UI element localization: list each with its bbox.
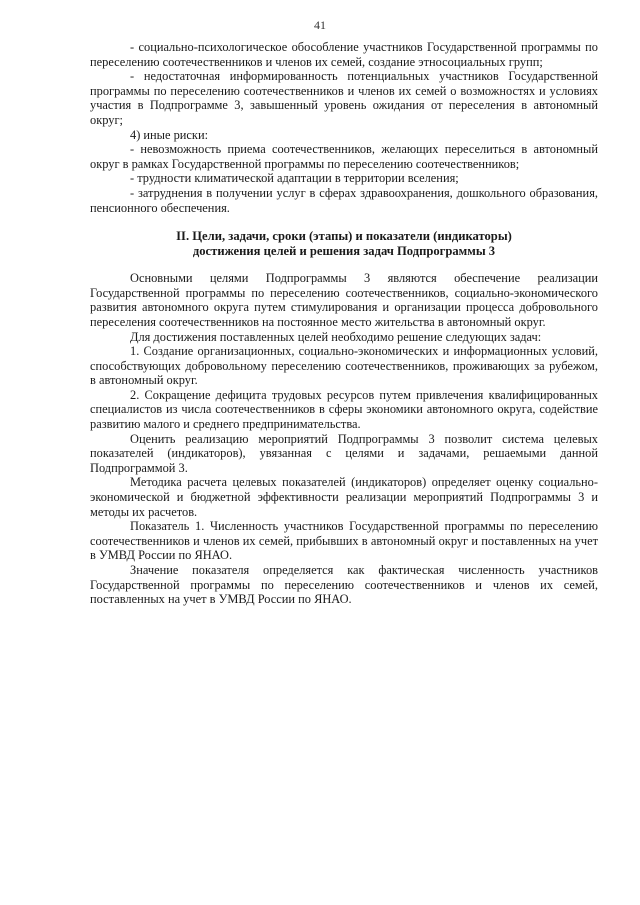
task-item: 2. Сокращение дефицита трудовых ресурсов путем привлечения квалифицированных специалистов из числа соотечественников в сферы экономики автономного округа, содействие развитию малого и среднего предпринимательства. — [90, 387, 598, 432]
page-number: 41 — [314, 18, 326, 32]
section-heading — [90, 229, 598, 259]
task-item: 1. Создание организационных, социально-экономических и информационных условий, способствующих добровольному переселению соотечественников, проживающих за рубежом, в автономный округ. — [90, 344, 598, 388]
risk-category: 4) иные риски: — [130, 127, 209, 142]
indicator-paragraph: Показатель 1. Численность участников Государственной программы по переселению соотечественников и членов их семей, прибывших в автономный округ и поставленных на учет в УМВД России по ЯНАО. — [90, 519, 598, 563]
risk-item: - социально-психологическое обособление участников Государственной программы по переселению соотечественников и членов их семей, создание этносоциальных групп; — [90, 40, 598, 69]
body-paragraph: Основными целями Подпрограммы 3 являются обеспечение реализации Государственной программы по переселению соотечественников, социально-экономического развития автономного округа путем стимулирования и организации процесса добровольного переселения соотечественников на постоянное место жительства в автономный округ. — [90, 271, 598, 329]
section-heading-line: II. Цели, задачи, сроки (этапы) и показатели (индикаторы) — [176, 229, 512, 244]
risk-item: - недостаточная информированность потенциальных участников Государственной программы по переселению соотечественников и членов их семей о возможностях и условиях участия в Подпрограмме 3, завышенный уровень ожидания от переселения в автономный округ; — [90, 69, 598, 127]
section-heading-line: достижения целей и решения задач Подпрограммы 3 — [192, 244, 496, 259]
body-paragraph: Методика расчета целевых показателей (индикаторов) определяет оценку социально-экономической и бюджетной эффективности реализации мероприятий Подпрограммы 3 и методы их расчетов. — [90, 475, 598, 519]
risk-item: - затруднения в получении услуг в сферах здравоохранения, дошкольного образования, пенсионного обеспечения. — [90, 185, 598, 215]
body-paragraph: Оценить реализацию мероприятий Подпрограммы 3 позволит система целевых показателей (индикаторов), увязанная с целями и задачами, решаемыми данной Подпрограммой 3. — [90, 431, 598, 475]
risk-item: - невозможность приема соотечественников, желающих переселиться в автономный округ в рамках Государственной программы по переселению соотечественников; — [90, 142, 598, 171]
body-paragraph: Для достижения поставленных целей необходимо решение следующих задач: — [130, 329, 542, 344]
body-paragraph: Значение показателя определяется как фактическая численность участников Государственной программы по переселению соотечественников и членов их семей, поставленных на учет в УМВД России по ЯНАО. — [90, 563, 598, 607]
page-content — [90, 40, 598, 607]
risk-item: - трудности климатической адаптации в территории вселения; — [130, 171, 459, 186]
